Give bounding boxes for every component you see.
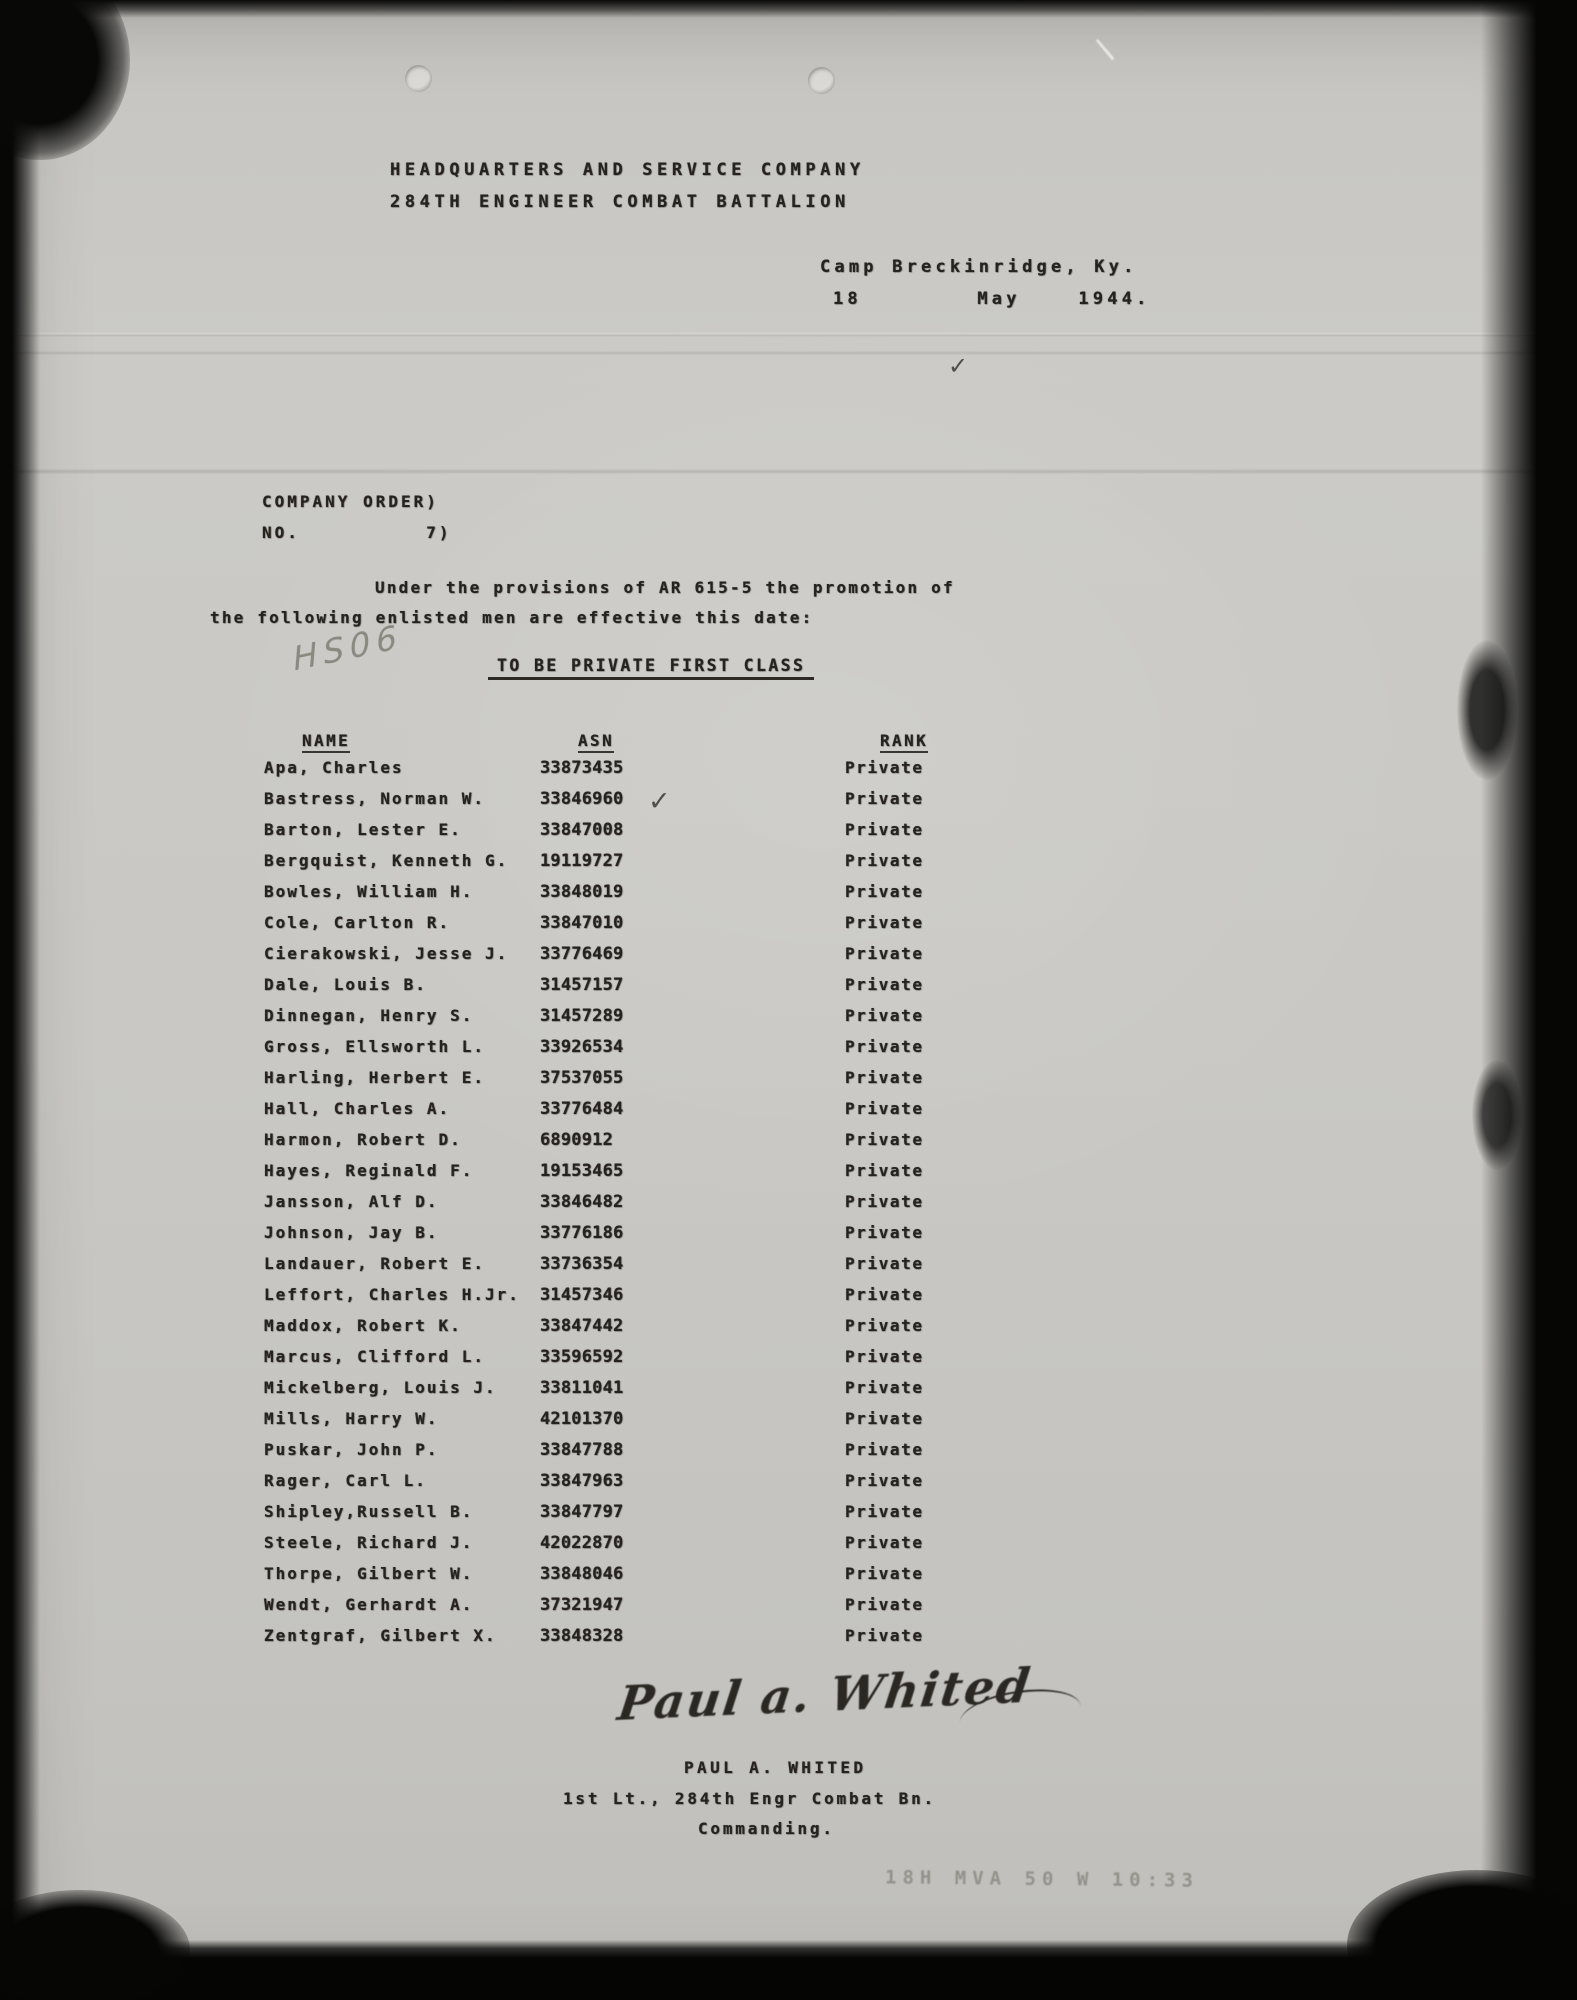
- soldier-asn: 33596592: [540, 1347, 624, 1367]
- table-row: [264, 1440, 1264, 1471]
- crease-line: [0, 352, 1577, 354]
- soldier-rank: Private: [845, 1502, 924, 1521]
- table-row: [264, 1068, 1264, 1099]
- column-header-asn: [578, 731, 614, 750]
- soldier-asn: 33847008: [540, 820, 624, 840]
- soldier-rank: Private: [845, 1347, 924, 1366]
- table-row: [264, 1316, 1264, 1347]
- soldier-rank: Private: [845, 1099, 924, 1118]
- table-row: [264, 758, 1264, 789]
- soldier-rank: Private: [845, 1378, 924, 1397]
- crease-line: [0, 333, 1577, 336]
- soldier-asn: 33846960: [540, 789, 624, 809]
- soldier-rank: Private: [845, 1285, 924, 1304]
- table-row: [264, 851, 1264, 882]
- table-row: [264, 1161, 1264, 1192]
- scan-edge-left: [0, 0, 40, 2000]
- soldier-asn: 42101370: [540, 1409, 624, 1429]
- date-stamp-bleedthrough: 18H MVA 50 W 10:33: [884, 1866, 1200, 1892]
- table-row: [264, 1347, 1264, 1378]
- soldier-rank: Private: [845, 1316, 924, 1335]
- table-row: [264, 944, 1264, 975]
- table-row: [264, 1626, 1264, 1657]
- soldier-rank: Private: [845, 1595, 924, 1614]
- letterhead-line1: HEADQUARTERS AND SERVICE COMPANY: [390, 160, 865, 180]
- soldier-rank: Private: [845, 1409, 924, 1428]
- soldier-asn: 37537055: [540, 1068, 624, 1088]
- column-header-asn-label: ASN: [578, 731, 614, 753]
- soldier-asn: 33847797: [540, 1502, 624, 1522]
- punch-hole-right: [808, 67, 835, 94]
- soldier-rank: Private: [845, 1223, 924, 1242]
- soldier-name: Johnson, Jay B.: [264, 1223, 439, 1242]
- column-header-name-label: NAME: [302, 731, 350, 753]
- soldier-rank: Private: [845, 1006, 924, 1025]
- soldier-name: Marcus, Clifford L.: [264, 1347, 486, 1366]
- scratch-mark: [1095, 39, 1114, 61]
- scan-edge-right: [1481, 0, 1577, 2000]
- soldier-asn: 33926534: [540, 1037, 624, 1057]
- table-row: [264, 1595, 1264, 1626]
- soldier-asn: 33848019: [540, 882, 624, 902]
- soldier-rank: Private: [845, 758, 924, 777]
- soldier-name: Wendt, Gerhardt A.: [264, 1595, 474, 1614]
- soldier-name: Thorpe, Gilbert W.: [264, 1564, 474, 1583]
- signature-title-line: 1st Lt., 284th Engr Combat Bn.: [563, 1789, 936, 1808]
- soldier-asn: 33736354: [540, 1254, 624, 1274]
- soldier-asn: 33873435: [540, 758, 624, 778]
- column-header-rank-label: RANK: [880, 731, 928, 753]
- soldier-rank: Private: [845, 1161, 924, 1180]
- scan-edge-bottom: [0, 1940, 1577, 2000]
- table-row: [264, 1378, 1264, 1409]
- soldier-rank: Private: [845, 882, 924, 901]
- soldier-name: Harmon, Robert D.: [264, 1130, 462, 1149]
- soldier-rank: Private: [845, 1440, 924, 1459]
- soldier-name: Harling, Herbert E.: [264, 1068, 486, 1087]
- roster-rows: [264, 758, 1264, 1657]
- soldier-rank: Private: [845, 1037, 924, 1056]
- soldier-name: Puskar, John P.: [264, 1440, 439, 1459]
- punch-hole-left: [405, 65, 432, 92]
- signature-commanding-line: Commanding.: [698, 1819, 835, 1838]
- pencil-note: HS06: [291, 616, 405, 679]
- table-row: [264, 1130, 1264, 1161]
- soldier-name: Barton, Lester E.: [264, 820, 462, 839]
- soldier-name: Cierakowski, Jesse J.: [264, 944, 509, 963]
- soldier-rank: Private: [845, 1130, 924, 1149]
- soldier-name: Gross, Ellsworth L.: [264, 1037, 486, 1056]
- soldier-asn: 33848328: [540, 1626, 624, 1646]
- table-row: [264, 975, 1264, 1006]
- table-row: [264, 1502, 1264, 1533]
- soldier-name: Jansson, Alf D.: [264, 1192, 439, 1211]
- soldier-asn: 37321947: [540, 1595, 624, 1615]
- soldier-asn: 19119727: [540, 851, 624, 871]
- body-line2: the following enlisted men are effective this date:: [210, 608, 814, 627]
- date-line: 18 May 1944.: [833, 289, 1151, 309]
- soldier-rank: Private: [845, 1254, 924, 1273]
- table-row: [264, 1192, 1264, 1223]
- column-header-name: [302, 731, 350, 750]
- soldier-rank: Private: [845, 1533, 924, 1552]
- body-line1: Under the provisions of AR 615-5 the promotion of: [375, 578, 955, 597]
- soldier-asn: 33847010: [540, 913, 624, 933]
- soldier-rank: Private: [845, 789, 924, 808]
- soldier-asn: 31457157: [540, 975, 624, 995]
- table-row: [264, 1564, 1264, 1595]
- order-label: COMPANY ORDER): [262, 492, 439, 511]
- soldier-rank: Private: [845, 1192, 924, 1211]
- soldier-name: Steele, Richard J.: [264, 1533, 474, 1552]
- checkmark: ✓: [948, 352, 969, 380]
- soldier-name: Landauer, Robert E.: [264, 1254, 486, 1273]
- soldier-asn: 31457289: [540, 1006, 624, 1026]
- soldier-name: Cole, Carlton R.: [264, 913, 451, 932]
- soldier-asn: 31457346: [540, 1285, 624, 1305]
- soldier-name: Bergquist, Kenneth G.: [264, 851, 509, 870]
- soldier-name: Maddox, Robert K.: [264, 1316, 462, 1335]
- scan-edge-smudge: [1457, 640, 1517, 780]
- soldier-rank: Private: [845, 944, 924, 963]
- scan-corner-smudge: [0, 1890, 190, 2000]
- table-row: [264, 1254, 1264, 1285]
- soldier-asn: 33811041: [540, 1378, 624, 1398]
- column-header-rank: [880, 731, 928, 750]
- soldier-asn: 33847788: [540, 1440, 624, 1460]
- soldier-asn: 33848046: [540, 1564, 624, 1584]
- soldier-name: Mills, Harry W.: [264, 1409, 439, 1428]
- soldier-name: Hall, Charles A.: [264, 1099, 451, 1118]
- table-row: [264, 1223, 1264, 1254]
- signature-script: Paul a. Whited: [614, 1658, 1035, 1733]
- letterhead-line2: 284TH ENGINEER COMBAT BATTALION: [390, 192, 850, 212]
- table-row: [264, 1099, 1264, 1130]
- table-row: [264, 820, 1264, 851]
- soldier-rank: Private: [845, 1564, 924, 1583]
- soldier-name: Rager, Carl L.: [264, 1471, 427, 1490]
- table-row: [264, 1037, 1264, 1068]
- soldier-name: Hayes, Reginald F.: [264, 1161, 474, 1180]
- table-row: [264, 1471, 1264, 1502]
- soldier-rank: Private: [845, 913, 924, 932]
- soldier-asn: 33846482: [540, 1192, 624, 1212]
- section-heading: TO BE PRIVATE FIRST CLASS: [488, 656, 814, 680]
- soldier-name: Dale, Louis B.: [264, 975, 427, 994]
- table-row: [264, 1409, 1264, 1440]
- soldier-rank: Private: [845, 820, 924, 839]
- soldier-asn: 33776469: [540, 944, 624, 964]
- table-row: [264, 1285, 1264, 1316]
- soldier-asn: 33776186: [540, 1223, 624, 1243]
- table-row: [264, 789, 1264, 820]
- soldier-name: Bastress, Norman W.: [264, 789, 486, 808]
- soldier-name: Dinnegan, Henry S.: [264, 1006, 474, 1025]
- scan-corner-smudge: [1347, 1870, 1577, 2000]
- table-row: [264, 1006, 1264, 1037]
- soldier-rank: Private: [845, 975, 924, 994]
- soldier-asn: 33847963: [540, 1471, 624, 1491]
- soldier-name: Shipley,Russell B.: [264, 1502, 474, 1521]
- soldier-rank: Private: [845, 1068, 924, 1087]
- soldier-asn: 6890912: [540, 1130, 614, 1150]
- soldier-name: Leffort, Charles H.Jr.: [264, 1285, 520, 1304]
- table-row: [264, 913, 1264, 944]
- soldier-asn: 42022870: [540, 1533, 624, 1553]
- signature-typed-name: PAUL A. WHITED: [684, 1758, 867, 1777]
- table-row: [264, 1533, 1264, 1564]
- crease-line: [0, 470, 1577, 473]
- soldier-rank: Private: [845, 851, 924, 870]
- table-row: [264, 882, 1264, 913]
- location-line: Camp Breckinridge, Ky.: [820, 257, 1138, 277]
- scan-corner-smudge: [0, 0, 130, 160]
- soldier-name: Zentgraf, Gilbert X.: [264, 1626, 497, 1645]
- soldier-name: Bowles, William H.: [264, 882, 474, 901]
- soldier-name: Mickelberg, Louis J.: [264, 1378, 497, 1397]
- scan-edge-top: [0, 0, 1577, 18]
- order-number-line: NO. 7): [262, 523, 452, 542]
- soldier-rank: Private: [845, 1626, 924, 1645]
- soldier-asn: 19153465: [540, 1161, 624, 1181]
- soldier-name: Apa, Charles: [264, 758, 404, 777]
- soldier-asn: 33847442: [540, 1316, 624, 1336]
- soldier-rank: Private: [845, 1471, 924, 1490]
- scan-edge-smudge: [1472, 1060, 1522, 1170]
- checkmark: ✓: [648, 786, 671, 817]
- soldier-asn: 33776484: [540, 1099, 624, 1119]
